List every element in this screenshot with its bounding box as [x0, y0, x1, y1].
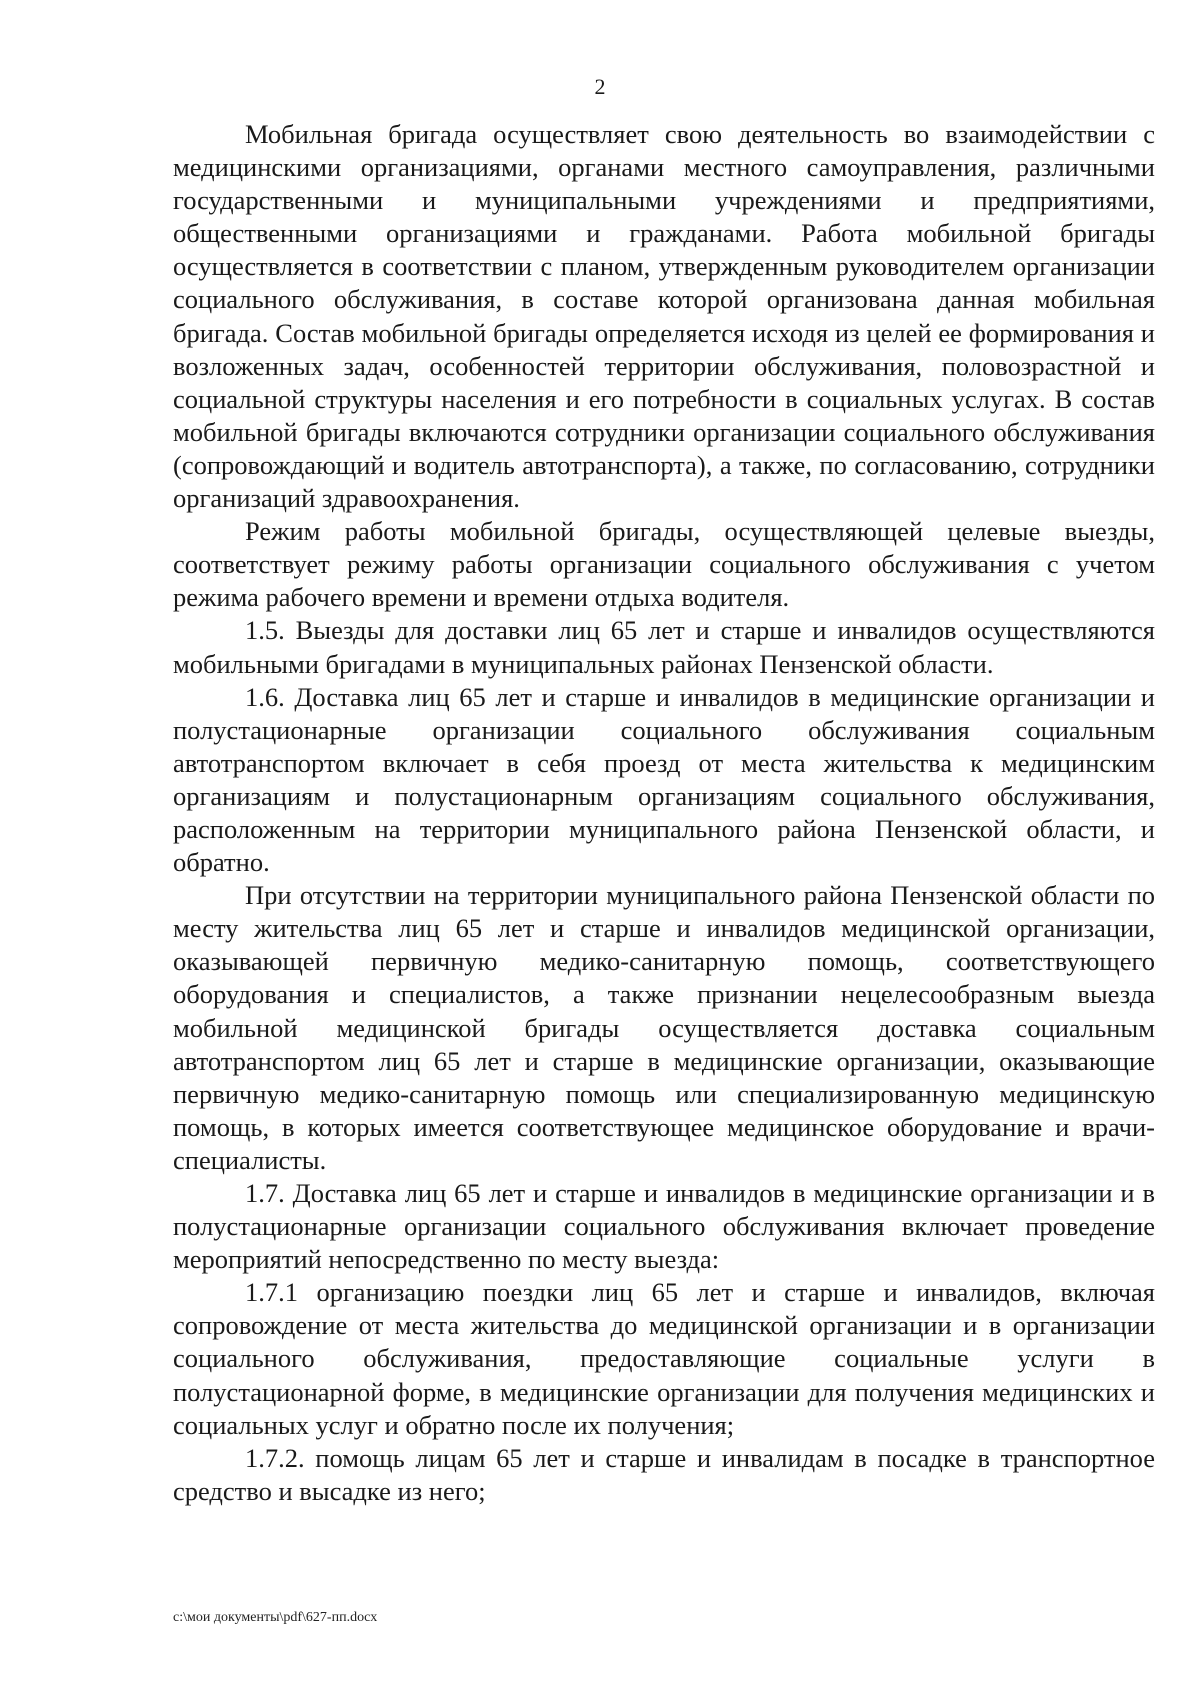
document-body	[173, 118, 1155, 1508]
page-number: 2	[594, 74, 606, 99]
paragraph-1-6: 1.6. Доставка лиц 65 лет и старше и инвалидов в медицинские организации и полустационарные организации социального обслуживания социальным автотранспортом включает в себя проезд от места жительства к медицинским организациям и полустационарным организациям социального обслуживания, расположенным на территории муниципального района Пензенской области, и обратно.	[173, 681, 1155, 878]
paragraph-1-5: 1.5. Выезды для доставки лиц 65 лет и старше и инвалидов осуществляются мобильными бригадами в муниципальных районах Пензенской области.	[173, 615, 1155, 679]
paragraph-1-7-1: 1.7.1 организацию поездки лиц 65 лет и старше и инвалидов, включая сопровождение от места жительства до медицинской организации и в организации социального обслуживания, предоставляющие социальные услуги в полустационарной форме, в медицинские организации для получения медицинских и социальных услуг и обратно после их получения;	[173, 1277, 1155, 1440]
paragraph-1-7-2: 1.7.2. помощь лицам 65 лет и старше и инвалидам в посадке в транспортное средство и высадке из него;	[173, 1442, 1155, 1506]
footer-file-path: c:\мои документы\pdf\627-пп.docx	[173, 1610, 378, 1625]
paragraph-mobile-brigade: Мобильная бригада осуществляет свою деятельность во взаимодействии с медицинскими организациями, органами местного самоуправления, различными государственными и муниципальными учреждениями и предприятиями, общественными организациями и гражданами. Работа мобильной бригады осуществляется в соответствии с планом, утвержденным руководителем организации социального обслуживания, в составе которой организована данная мобильная бригада. Состав мобильной бригады определяется исходя из целей ее формирования и возложенных задач, особенностей территории обслуживания, половозрастной и социальной структуры населения и его потребности в социальных услугах. В состав мобильной бригады включаются сотрудники организации социального обслуживания (сопровождающий и водитель автотранспорта), а также, по согласованию, сотрудники организаций здравоохранения.	[173, 119, 1155, 514]
paragraph-work-schedule: Режим работы мобильной бригады, осуществляющей целевые выезды, соответствует режиму работы организации социального обслуживания с учетом режима рабочего времени и времени отдыха водителя.	[173, 516, 1155, 613]
paragraph-1-7: 1.7. Доставка лиц 65 лет и старше и инвалидов в медицинские организации и в полустационарные организации социального обслуживания включает проведение мероприятий непосредственно по месту выезда:	[173, 1178, 1155, 1275]
paragraph-absence-clause: При отсутствии на территории муниципального района Пензенской области по месту жительства лиц 65 лет и старше и инвалидов медицинской организации, оказывающей первичную медико-санитарную помощь, соответствующего оборудования и специалистов, а также признании нецелесообразным выезда мобильной медицинской бригады осуществляется доставка социальным автотранспортом лиц 65 лет и старше в медицинские организации, оказывающие первичную медико-санитарную помощь или специализированную медицинскую помощь, в которых имеется соответствующее медицинское оборудование и врачи-специалисты.	[173, 880, 1155, 1175]
